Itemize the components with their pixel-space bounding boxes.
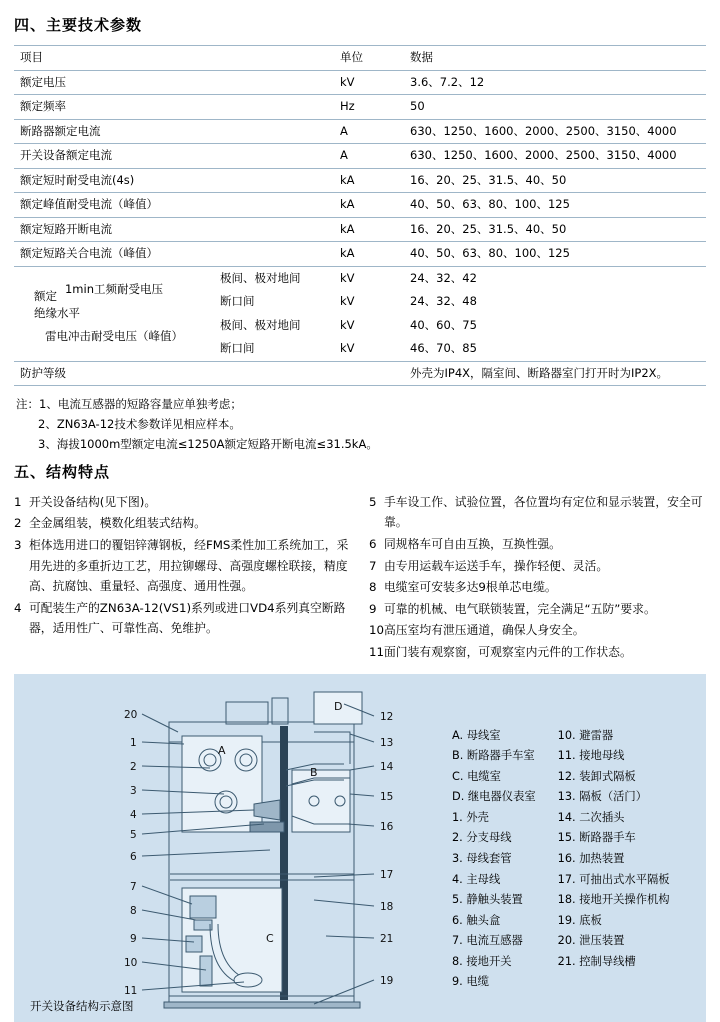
legend-item: 12. 装卸式隔板 <box>557 769 636 783</box>
insulation-row-1 <box>14 266 706 290</box>
legend-item: 14. 二次插头 <box>557 810 625 824</box>
insulation-unit: kV <box>340 294 355 309</box>
diagram-label-5: 5 <box>130 828 137 841</box>
header-unit: 单位 <box>334 46 404 71</box>
diagram-label-11: 11 <box>124 984 138 997</box>
diagram-letter-D: D <box>334 699 343 713</box>
item-text: 柜体选用进口的覆铝锌薄钢板，经FMS柔性加工系统加工，采用先进的多重折边工艺，用拉铆螺母、高强度螺栓联接，精度高、抗腐蚀、重量轻、高强度、通用性强。 <box>29 537 349 594</box>
legend-item: 11. 接地母线 <box>557 749 625 763</box>
structure-section-title: 五、结构特点 <box>14 462 111 481</box>
table-row <box>14 95 706 120</box>
item-text: 开关设备结构(见下图)。 <box>29 494 157 509</box>
legend-item: 17. 可抽出式水平隔板 <box>557 872 670 886</box>
diagram-label-9: 9 <box>130 932 137 945</box>
row-data: 40、50、63、80、100、125 <box>404 193 706 218</box>
item-number: 6 <box>369 536 377 551</box>
list-item <box>369 534 706 555</box>
spec-section-title: 四、主要技术参数 <box>14 16 143 34</box>
legend-item: 2. 分支母线 <box>452 831 512 845</box>
item-text: 高压室均有泄压通道，确保人身安全。 <box>384 623 585 638</box>
legend-item: 4. 主母线 <box>452 872 501 886</box>
legend-item: 21. 控制导线槽 <box>557 954 636 968</box>
insulation-sub: 断口间 <box>220 294 255 309</box>
row-unit: kA <box>334 242 404 267</box>
diagram-label-21: 21 <box>380 932 394 945</box>
item-text: 由专用运载车运送手车，操作轻便、灵活。 <box>384 558 609 573</box>
list-item <box>14 535 351 597</box>
table-row <box>14 70 706 95</box>
row-item: 开关设备额定电流 <box>14 144 334 169</box>
row-data: 630、1250、1600、2000、2500、3150、4000 <box>404 119 706 144</box>
insulation-sub: 断口间 <box>214 337 334 361</box>
note-line-3: 3、海拔1000m型额定电流≤1250A额定短路开断电流≤31.5kA。 <box>38 437 378 452</box>
diagram-legend <box>452 726 670 993</box>
row-item: 额定峰值耐受电流（峰值） <box>14 193 334 218</box>
item-number: 1 <box>14 494 22 509</box>
list-item <box>14 513 351 534</box>
row-item: 额定短路关合电流（峰值） <box>14 242 334 267</box>
list-item <box>369 492 706 533</box>
item-number: 3 <box>14 537 22 552</box>
row-unit: A <box>334 119 404 144</box>
legend-item: 19. 底板 <box>557 913 602 927</box>
row-data: 40、50、63、80、100、125 <box>404 242 706 267</box>
legend-item: 3. 母线套管 <box>452 852 512 865</box>
legend-item: 13. 隔板（活门） <box>557 790 648 804</box>
legend-item: C. 电缆室 <box>452 769 501 783</box>
diagram-label-13: 13 <box>380 736 394 749</box>
diagram-label-2: 2 <box>130 760 137 773</box>
row-data: 630、1250、1600、2000、2500、3150、4000 <box>404 144 706 169</box>
item-text: 可配装生产的ZN63A-12(VS1)系列或进口VD4系列真空断路器，适用性广、可靠性高、免维护。 <box>29 600 346 636</box>
diagram-label-19: 19 <box>380 974 394 987</box>
diagram-label-20: 20 <box>124 708 138 721</box>
insulation-data: 24、32、48 <box>410 294 477 309</box>
row-item: 防护等级 <box>14 361 334 386</box>
row-data: 16、20、25、31.5、40、50 <box>404 217 706 242</box>
item-text: 全金属组装，模数化组装式结构。 <box>29 516 206 531</box>
technical-parameters-table <box>14 45 706 386</box>
row-item: 断路器额定电流 <box>14 119 334 144</box>
diagram-label-6: 6 <box>130 850 137 863</box>
list-item <box>369 577 706 598</box>
header-data: 数据 <box>404 46 706 71</box>
legend-item: 7. 电流互感器 <box>452 934 523 948</box>
row-unit: A <box>334 144 404 169</box>
item-number: 2 <box>14 516 22 531</box>
table-row <box>14 168 706 193</box>
row-item: 额定短时耐受电流(4s) <box>14 168 334 193</box>
note-line-1: 注：1、电流互感器的短路容量应单独考虑； <box>16 397 242 412</box>
diagram-label-16: 16 <box>380 820 394 833</box>
diagram-label-3: 3 <box>130 784 137 797</box>
row-unit: kA <box>334 193 404 218</box>
item-text: 手车设工作、试验位置，各位置均有定位和显示装置，安全可靠。 <box>384 494 703 530</box>
diagram-letter-C: C <box>266 931 274 945</box>
legend-item: 20. 泄压装置 <box>557 934 625 948</box>
list-item <box>14 598 351 639</box>
diagram-label-14: 14 <box>380 760 394 773</box>
legend-item: 16. 加热装置 <box>557 852 625 865</box>
legend-item: A. 母线室 <box>452 728 501 742</box>
insulation-data: 40、60、75 <box>410 317 477 332</box>
insulation-sub: 极间、极对地间 <box>220 317 301 332</box>
item-number: 4 <box>14 600 22 615</box>
legend-item: 1. 外壳 <box>452 810 489 824</box>
row-unit: kV <box>334 70 404 95</box>
insulation-group1-name: 1min工频耐受电压 <box>14 266 214 314</box>
row-unit: kA <box>334 217 404 242</box>
item-number: 5 <box>369 494 377 509</box>
header-blank <box>214 46 334 71</box>
row-item: 额定短路开断电流 <box>14 217 334 242</box>
insulation-label-line2: 绝缘水平 <box>34 306 80 321</box>
insulation-data: 46、70、85 <box>404 337 706 361</box>
table-row <box>14 144 706 169</box>
insulation-level-label <box>34 288 184 323</box>
list-item <box>369 599 706 620</box>
legend-item: 6. 触头盒 <box>452 913 501 927</box>
diagram-letter-B: B <box>310 765 318 779</box>
diagram-label-12: 12 <box>380 710 394 723</box>
diagram-label-10: 10 <box>124 956 138 969</box>
insulation-data: 24、32、42 <box>404 266 706 290</box>
insulation-group2-name: 雷电冲击耐受电压（峰值） <box>14 314 214 362</box>
row-data: 16、20、25、31.5、40、50 <box>404 168 706 193</box>
table-row <box>14 242 706 267</box>
item-text: 可靠的机械、电气联锁装置，完全满足“五防”要求。 <box>384 601 656 616</box>
features-right-column <box>369 492 706 664</box>
legend-column-2 <box>558 726 670 993</box>
diagram-label-4: 4 <box>130 808 137 821</box>
notes-block <box>16 394 706 454</box>
table-row-protection <box>14 361 706 386</box>
list-item <box>369 642 706 663</box>
table-header-row <box>14 46 706 71</box>
row-unit: Hz <box>334 95 404 120</box>
insulation-unit: kV <box>334 266 404 290</box>
diagram-label-15: 15 <box>380 790 394 803</box>
legend-column-1 <box>452 726 536 993</box>
legend-item: 15. 断路器手车 <box>557 831 636 845</box>
table-row <box>14 119 706 144</box>
item-number: 9 <box>369 601 377 616</box>
row-item: 额定频率 <box>14 95 334 120</box>
legend-item: B. 断路器手车室 <box>452 749 535 763</box>
legend-item: 5. 静触头装置 <box>452 893 523 907</box>
list-item <box>369 556 706 577</box>
legend-item: 18. 接地开关操作机构 <box>557 893 670 907</box>
insulation-sub: 极间、极对地间 <box>214 266 334 290</box>
legend-item: 9. 电缆 <box>452 975 489 989</box>
diagram-letter-A: A <box>218 743 226 757</box>
item-text: 电缆室可安装多达9根单芯电缆。 <box>384 580 557 595</box>
row-unit <box>334 361 404 386</box>
insulation-unit: kV <box>334 337 404 361</box>
features-left-column <box>14 492 351 664</box>
table-row <box>14 217 706 242</box>
diagram-label-1: 1 <box>130 736 137 749</box>
item-text: 同规格车可自由互换，互换性强。 <box>384 536 561 551</box>
legend-item: 10. 避雷器 <box>557 728 614 742</box>
item-number: 7 <box>369 558 377 573</box>
header-item: 项目 <box>14 46 214 71</box>
diagram-label-17: 17 <box>380 868 394 881</box>
legend-item: 8. 接地开关 <box>452 954 512 968</box>
diagram-label-7: 7 <box>130 880 137 893</box>
insulation-unit: kV <box>340 317 355 332</box>
list-item <box>14 492 351 513</box>
features-list <box>14 492 706 664</box>
switchgear-structure-diagram <box>14 674 706 1022</box>
legend-item: D. 继电器仪表室 <box>452 790 536 804</box>
item-number: 8 <box>369 580 377 595</box>
row-data: 外壳为IP4X，隔室间、断路器室门打开时为IP2X。 <box>404 361 706 386</box>
list-item <box>369 620 706 641</box>
table-row <box>14 193 706 218</box>
diagram-label-8: 8 <box>130 904 137 917</box>
row-data: 50 <box>404 95 706 120</box>
note-line-2: 2、ZN63A-12技术参数详见相应样本。 <box>38 417 241 432</box>
item-number: 10 <box>369 623 385 638</box>
item-text: 面门装有观察窗，可观察室内元件的工作状态。 <box>384 645 632 660</box>
insulation-label-line1: 额定 <box>34 289 57 304</box>
row-data: 3.6、7.2、12 <box>404 70 706 95</box>
diagram-caption: 开关设备结构示意图 <box>30 998 134 1013</box>
item-number: 11 <box>369 645 385 660</box>
row-item: 额定电压 <box>14 70 334 95</box>
row-unit: kA <box>334 168 404 193</box>
diagram-label-18: 18 <box>380 900 394 913</box>
